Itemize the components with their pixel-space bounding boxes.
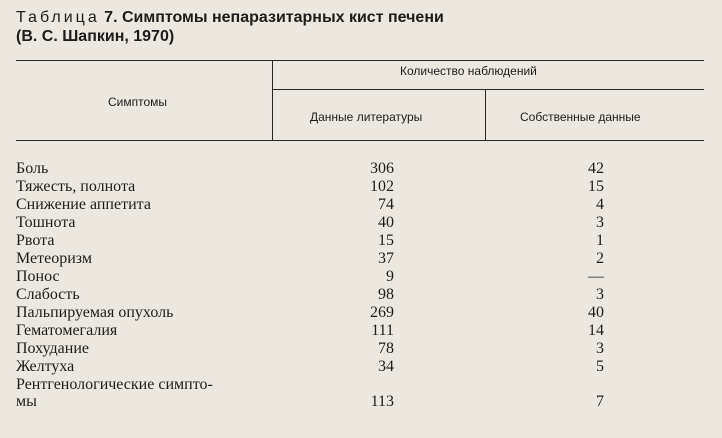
- table-row: [0, 304, 722, 322]
- table-row: [0, 376, 722, 394]
- table-row: [0, 393, 722, 411]
- header-divider-1: [272, 60, 273, 140]
- symptom-label: Понос: [16, 268, 60, 285]
- header-observations-count: Количество наблюдений: [400, 64, 537, 78]
- symptom-label: Снижение аппетита: [16, 196, 151, 213]
- own-value: 14: [588, 322, 604, 339]
- table-row: [0, 250, 722, 268]
- literature-value: 40: [378, 214, 394, 231]
- literature-value: 306: [370, 160, 394, 177]
- table-row: [0, 358, 722, 376]
- own-value: 40: [588, 304, 604, 321]
- symptom-label: Рвота: [16, 232, 55, 249]
- title-table-word: Таблица: [16, 9, 100, 26]
- literature-value: 102: [370, 178, 394, 195]
- own-value: 7: [596, 393, 604, 410]
- literature-value: 269: [370, 304, 394, 321]
- symptom-label: Желтуха: [16, 358, 75, 375]
- literature-value: 37: [378, 250, 394, 267]
- own-value: 15: [588, 178, 604, 195]
- own-value: 3: [596, 340, 604, 357]
- header-own-data: Собственные данные: [520, 110, 641, 124]
- table-row: [0, 340, 722, 358]
- symptom-label: Тяжесть, полнота: [16, 178, 136, 195]
- title-caption: 7. Симптомы непаразитарных кист печени: [99, 9, 444, 26]
- symptom-label-line-1: Рентгенологические симпто-: [16, 376, 213, 393]
- own-value: 3: [596, 214, 604, 231]
- count-header-rule: [272, 89, 704, 90]
- own-value: 4: [596, 196, 604, 213]
- table-row: [0, 178, 722, 196]
- literature-value: 111: [371, 322, 394, 339]
- literature-value: 34: [378, 358, 394, 375]
- header-literature-data: Данные литературы: [310, 110, 423, 124]
- title-line-2: (В. С. Шапкин, 1970): [16, 28, 175, 45]
- header-symptoms: Симптомы: [108, 95, 168, 109]
- symptom-label-line-2: мы: [16, 393, 37, 410]
- table-top-rule: [16, 60, 704, 61]
- table-row: [0, 268, 722, 286]
- table-row: [0, 196, 722, 214]
- header-divider-2: [485, 89, 486, 140]
- literature-value: 74: [378, 196, 394, 213]
- literature-value: 9: [386, 268, 394, 285]
- table-row: [0, 286, 722, 304]
- symptom-label: Похудание: [16, 340, 90, 357]
- symptom-label: Метеоризм: [16, 250, 92, 267]
- table-row: [0, 322, 722, 340]
- own-value: 42: [588, 160, 604, 177]
- own-value: —: [588, 268, 604, 285]
- symptom-label: Слабость: [16, 286, 80, 303]
- own-value: 2: [596, 250, 604, 267]
- literature-value: 113: [370, 393, 394, 410]
- table-row: [0, 232, 722, 250]
- own-value: 5: [596, 358, 604, 375]
- title-line-1: [16, 8, 444, 27]
- literature-value: 15: [378, 232, 394, 249]
- symptom-label: Боль: [16, 160, 49, 177]
- own-value: 1: [596, 232, 604, 249]
- symptom-label: Пальпируемая опухоль: [16, 304, 174, 321]
- table-header-bottom-rule: [16, 140, 704, 141]
- literature-value: 98: [378, 286, 394, 303]
- symptom-label: Тошнота: [16, 214, 76, 231]
- table-title: [16, 8, 444, 46]
- own-value: 3: [596, 286, 604, 303]
- symptom-label: Гематомегалия: [16, 322, 118, 339]
- literature-value: 78: [378, 340, 394, 357]
- table-row: [0, 214, 722, 232]
- table-row: [0, 160, 722, 178]
